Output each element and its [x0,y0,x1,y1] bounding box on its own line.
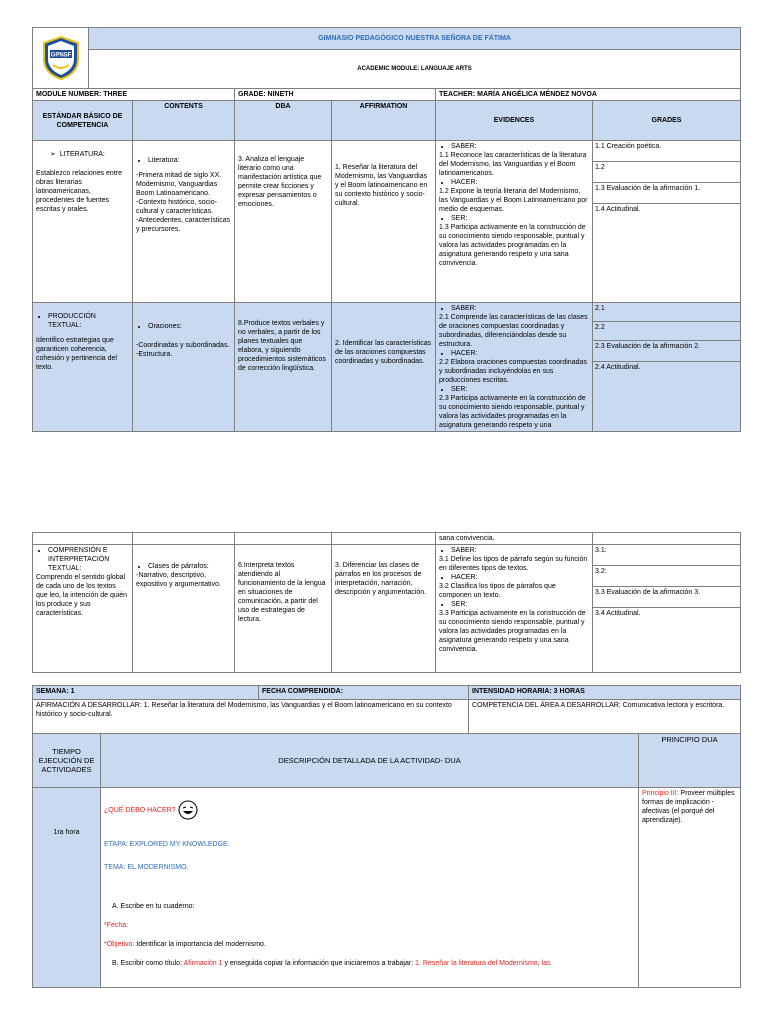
contents-text: -Primera mitad de siglo XX. Modernismo, Vanguardias Boom Latinoamericano. -Contexto histórico, socio-cultural y características. -Antecedentes, características y precursores. [136,172,231,233]
contents-title: • Clases de párrafos: [148,562,231,571]
evidence-bullet: • SABER: [451,546,589,555]
teacher-label: TEACHER: MARÍA ANGÉLICA MÉNDEZ NOVOA [436,89,741,101]
contents-cell [133,303,235,432]
objetivo-label: *Objetivo: [104,941,135,948]
evidence-text: 2.1 Comprende las características de las clases de oraciones compuestas coordinadas y subordinadas, diferenciándolas desde su estructura. [439,314,588,348]
evidence-bullet: • HACER: [451,573,589,582]
principio-cell [639,788,741,988]
evidences-cell [436,545,593,673]
estandar-text: Comprendo el sentido global de cada uno de los textos que leo, la intención de quién los produce y sus características. [36,574,128,617]
contents-title: • Literatura: [148,156,231,165]
time-cell: 1ra hora [33,788,101,988]
contents-cell [133,545,235,673]
table-row [33,303,741,432]
module-table-top [32,27,741,432]
grade-item: 2.3 Evaluación de la afirmación 2. [593,341,740,362]
fecha-label: FECHA COMPRENDIDA: [259,686,469,700]
table-row [33,545,741,673]
evidence-bullet: • SER: [451,600,589,609]
estandar-title: • COMPRENSIÓN E INTERPRETACIÓN TEXTUAL: [48,546,129,573]
grade-item: 3.3 Evaluación de la afirmación 3. [593,587,740,608]
module-number: MODULE NUMBER: THREE [33,89,235,101]
objetivo-text: Identificar la importancia del modernismo. [134,941,266,948]
school-name: GIMNASIO PEDAGÓGICO NUESTRA SEÑORA DE FÁTIMA [89,28,741,50]
evidence-text: 3.3 Participa activamente en la construcción de su conocimiento siendo responsable, puntual y valora las actividades programadas en la asignatura generando respeto y una sana convivencia. [439,610,586,653]
afirmacion-text: 1. Reseñar la literatura del Modernismo, las Vanguardias y el Boom latinoamericano en su contexto histórico y socio-cultural. [36,702,452,718]
estandar-cell [33,141,133,303]
principio-text: Proveer múltiples formas de implicación - afectivas (el porqué del aprendizaje). [642,790,735,824]
contents-title: • Oraciones: [148,322,231,331]
competencia-cell [469,700,741,734]
col-estandar: ESTÁNDAR BÁSICO DE COMPETENCIA [33,101,133,141]
evidence-bullet: • HACER: [451,178,589,187]
grade-item: 2.4 Actitudinal. [595,364,641,371]
descripcion-header: DESCRIPCIÓN DETALLADA DE LA ACTIVIDAD- DUA [101,734,639,788]
affirmation-cell: 3. Diferenciar las clases de párrafos en los procesos de interpretación, narración, descripción y argumentación. [332,545,436,673]
evidence-text: 1.3 Participa activamente en la construcción de su conocimiento siendo responsable, puntual y valora las actividades programadas en la asignatura generando respeto y una sana convivencia. [439,224,586,267]
svg-text:GPNSF: GPNSF [50,52,71,59]
semana-label: SEMANA: 1 [33,686,259,700]
col-affirmation: AFFIRMATION [332,101,436,141]
grades-cell [593,545,741,673]
col-grades: GRADES [593,101,741,141]
que-debo-hacer: ¿QUÉ DEBO HACER? [104,806,176,814]
estandar-cell [33,545,133,673]
estandar-title: ➢ LITERATURA: [50,150,129,159]
affirmation-cell: 1. Reseñar la literatura del Modernismo, las Vanguardias y el Boom latinoamericano en su contexto histórico y socio-cultural. [332,141,436,303]
step-b-affirmation: Afirmación 1 [183,960,223,967]
continuation-text: sana convivencia. [436,533,593,545]
dba-cell: 3. Analiza el lenguaje literario como una manifestación artística que permite crear ficciones y expresar pensamientos o emociones. [235,141,332,303]
laughing-face-icon [178,800,198,820]
step-a: A. Escribe en tu cuaderno: [112,903,195,910]
evidence-bullet: • SER: [451,385,589,394]
grade-item: 1.3 Evaluación de la afirmación 1. [593,183,740,204]
evidences-cell [436,141,593,303]
estandar-title: • PRODUCCIÓN TEXTUAL: [48,312,129,330]
evidence-text: 1.1 Reconoce las características de la literatura del Modernismo, las Vanguardias y el Boom latinoamericanos. [439,152,587,177]
step-b-end: 1. Reseñar la literatura del Modernismo, las [415,960,551,967]
tiempo-header: TIEMPO EJECUCIÓN DE ACTIVIDADES [33,734,101,788]
grade-item: 3.4 Actitudinal. [595,610,641,617]
evidence-bullet: • HACER: [451,349,589,358]
afirmacion-label: AFIRMACIÓN A DESARROLLAR: [36,702,142,709]
fecha-line: *Fecha: [104,922,129,929]
affirmation-cell: 2. Identificar las características de las oraciones compuestas coordinadas y subordinadas. [332,303,436,432]
grade-item: 2.2 [593,322,740,341]
school-shield-icon [41,35,81,81]
activity-cell [101,788,639,988]
estandar-cell [33,303,133,432]
grade-item: 3.2: [593,566,740,587]
evidences-cell [436,303,593,432]
dba-cell: 8.Produce textos verbales y no verbales, a partir de los planes textuales que elabora, y siguiendo procedimientos sistemáticos de corrección lingüística. [235,303,332,432]
dba-cell: 6.Interpreta textos atendiendo al funcionamiento de la lengua en situaciones de comunicación, a partir del uso de estrategias de lectura. [235,545,332,673]
logo-cell [33,28,89,89]
academic-module: ACADEMIC MODULE: LANGUAJE ARTS [89,50,741,89]
grade-item: 1.1 Creación poética. [593,141,740,162]
evidence-text: 3.1 Define los tipos de párrafo según su función en diferentes tipos de textos. [439,556,588,572]
evidence-bullet: • SABER: [451,304,589,313]
grade-item: 1.4 Actitudinal. [595,206,641,213]
etapa-line: ETAPA: EXPLORED MY KNOWLEDGE. [104,841,230,848]
contents-text: -Coordinadas y subordinadas. -Estructura. [136,342,230,358]
evidence-bullet: • SER: [451,214,589,223]
evidence-text: 3.2 Clasifica los tipos de párrafos que componen un texto. [439,583,556,599]
intensidad-label: INTENSIDAD HORARIA: 3 HORAS [469,686,741,700]
contents-text: -Narrativo, descriptivo, expositivo y argumentativo. [136,572,221,588]
evidence-text: 2.2 Elabora oraciones compuestas coordinadas y subordinadas incluyéndolas en sus producciones escritas. [439,359,587,384]
step-b-mid: y enseguida copiar la información que iniciaremos a trabajar: [222,960,416,967]
grade-item: 1.2 [593,162,740,183]
col-evidences: EVIDENCES [436,101,593,141]
contents-cell [133,141,235,303]
principio-label: Principio III: [642,790,679,797]
estandar-text: Establezco relaciones entre obras literarias latinoamericanas, procedentes de fuentes escritas y orales. [36,170,122,213]
tema-line: TEMA: EL MODERNISMO. [104,864,189,871]
evidence-bullet: • SABER: [451,142,589,151]
module-table-continued [32,532,741,673]
grade-item: 2.1 [593,303,740,322]
grade-label: GRADE: NINETH [235,89,436,101]
afirmacion-cell [33,700,469,734]
week-plan-table [32,685,741,988]
grades-cell [593,141,741,303]
grades-cell [593,303,741,432]
step-b: B. Escribir como título: [112,960,184,967]
evidence-text: 1.2 Expone la teoría literaria del Modernismo, las Vanguardias y el Boom Latinoamericano por medio de esquemas. [439,188,588,213]
grade-item: 3.1: [593,545,740,566]
competencia-text: Comunicativa lectora y escritora. [622,702,725,709]
evidence-text: 2.3 Participa activamente en la construcción de su conocimiento siendo responsable, puntual y valora las actividades programadas en la asignatura generando respeto y una [439,395,586,429]
col-contents: CONTENTS [133,101,235,141]
competencia-label: COMPETENCIA DEL ÁREA A DESARROLLAR: [472,702,621,709]
estandar-text: Identifico estrategias que garanticen coherencia, cohesión y pertinencia del texto. [36,337,117,371]
principio-header: PRINCIPIO DUA [639,734,741,788]
col-dba: DBA [235,101,332,141]
table-row [33,141,741,303]
